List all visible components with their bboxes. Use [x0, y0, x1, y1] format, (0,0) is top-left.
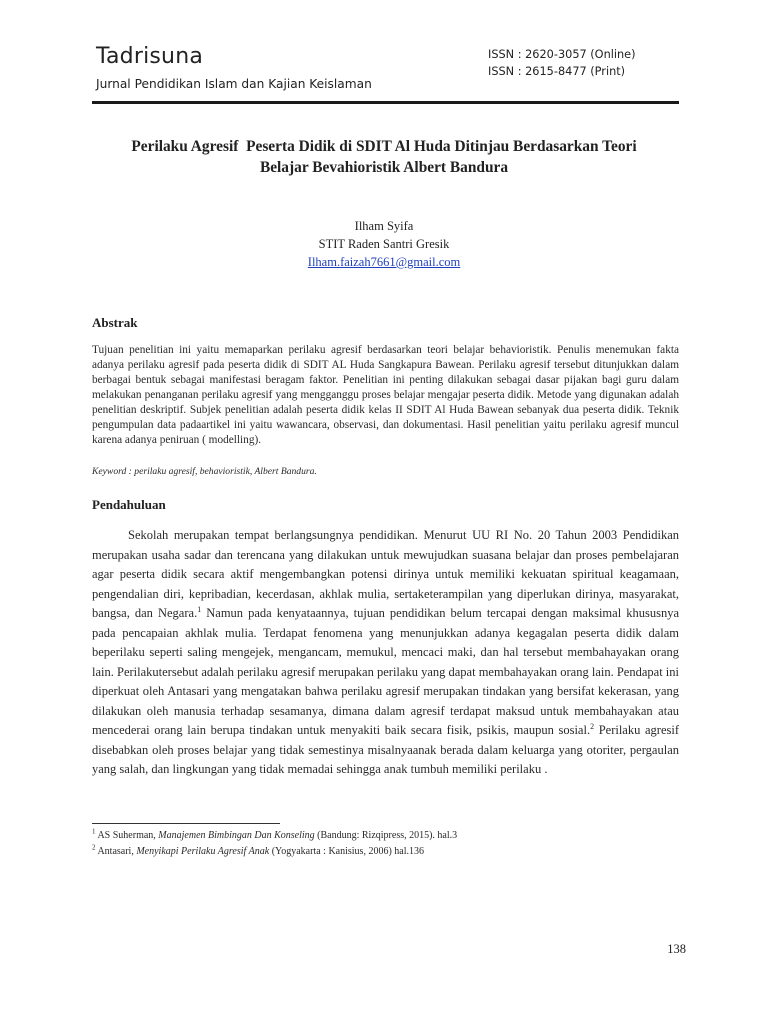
footnote-2-title: Menyikapi Perilaku Agresif Anak [136, 846, 270, 857]
page-number: 138 [667, 942, 686, 956]
introduction-paragraph [92, 526, 679, 780]
abstract-heading: Abstrak [92, 315, 138, 330]
footnote-ref-2[interactable]: 2 [590, 721, 595, 731]
introduction-text-part-3: Perilaku agresif disebabkan oleh proses belajar yang tidak semestinya misalnyaanak berada dalam keluarga yang otoriter, pergaulan yang salah, dan lingkungan yang tidak memadai sehingga anak tumbuh memiliki perilaku . [92, 723, 679, 776]
keywords: Keyword : perilaku agresif, behavioristik, Albert Bandura. [92, 466, 317, 477]
introduction-text-part-2: Namun pada kenyataannya, tujuan pendidikan belum tercapai dengan maksimal khususnya pada pencapaian akhlak mulia. Terdapat fenomena yang menunjukkan adanya kegagalan peserta didik dalam beperilaku seperti saling mengejek, mengancam, memukul, mencaci maki, dan hal tersebut membahayakan orang lain. Perilakutersebut adalah perilaku agresif merupakan perilaku yang dapat membahayakan orang lain. Pendapat ini diperkuat oleh Antasari yang mengatakan bahwa perilaku agresif merupakan tindakan yang bersifat kekerasan, yang dilakukan oleh manusia terhadap sesamanya, dimana dalam agresif terdapat maksud untuk membahayakan atau mencederai orang lain berupa tindakan untuk menyakiti baik secara fisik, psikis, maupun sosial. [92, 606, 679, 737]
paper-title-line-2: Belajar Bevahioristik Albert Bandura [259, 159, 509, 176]
introduction-body [92, 526, 679, 780]
footnote-1-title: Manajemen Bimbingan Dan Konseling [158, 830, 315, 841]
journal-subtitle: Jurnal Pendidikan Islam dan Kajian Keislaman [96, 77, 372, 91]
footnote-1 [92, 828, 679, 844]
footnote-ref-1[interactable]: 1 [197, 604, 202, 614]
paper-title-line-1: Perilaku Agresif Peserta Didik di SDIT Al Huda Ditinjau Berdasarkan Teori [131, 138, 637, 155]
footnote-1-author: AS Suherman, [97, 830, 159, 841]
issn-block [488, 46, 636, 80]
footnote-2-number: 2 [92, 843, 96, 852]
author-affiliation: STIT Raden Santri Gresik [318, 237, 450, 251]
author-email-link[interactable]: Ilham.faizah7661@gmail.com [307, 255, 461, 269]
issn-print: ISSN : 2615-8477 (Print) [488, 65, 626, 78]
footnote-1-number: 1 [92, 827, 96, 836]
footnotes [92, 828, 679, 860]
introduction-heading: Pendahuluan [92, 497, 166, 512]
abstract-text: Tujuan penelitian ini yaitu memaparkan perilaku agresif berdasarkan teori belajar behavioristik. Penulis menemukan fakta adanya perilaku agresif pada peserta didik di SDIT AL Huda Sangkapura Bawean. Perilaku agresif tersebut ditunjukkan dalam berbagai bentuk sebagai manifestasi beragam faktor. Penelitian ini penting dilakukan sebagai dasar pijakan bagi guru dalam melakukan penanganan perilaku agresif yang mengganggu proses belajar mengajar peserta didik. Metode yang digunakan adalah penelitian deskriptif. Subjek penelitian adalah peserta didik kelas II SDIT Al Huda Bawean sebanyak dua peserta didik. Teknik pengumpulan data padaartikel ini yaitu wawancara, observasi, dan dokumentasi. Hasil penelitian yaitu perilaku agresif muncul karena adanya peniruan ( modelling). [92, 344, 679, 446]
paper-title [90, 136, 678, 178]
footnote-2-author: Antasari, [97, 846, 137, 857]
author-name: Ilham Syifa [354, 219, 414, 233]
header-divider [92, 101, 679, 104]
issn-online: ISSN : 2620-3057 (Online) [488, 48, 636, 61]
footnote-divider [92, 823, 280, 824]
footnote-2-details: (Yogyakarta : Kanisius, 2006) hal.136 [269, 846, 424, 857]
journal-title: Tadrisuna [96, 44, 204, 69]
introduction-text-part-1: Sekolah merupakan tempat berlangsungnya pendidikan. Menurut UU RI No. 20 Tahun 2003 Pendidikan merupakan usaha sadar dan terencana yang dilakukan untuk mewujudkan suasana belajar dan proses pembelajaran agar peserta didik secara aktif mengembangkan potensi dirinya untuk memiliki kekuatan spiritual keagamaan, pengendalian diri, kepribadian, kecerdasan, akhlak mulia, sertaketerampilan yang diperlukan dirinya, masyarakat, bangsa, dan Negara. [92, 528, 679, 620]
footnote-2 [92, 844, 679, 860]
footnote-1-details: (Bandung: Rizqipress, 2015). hal.3 [314, 830, 458, 841]
author-block [90, 217, 678, 271]
